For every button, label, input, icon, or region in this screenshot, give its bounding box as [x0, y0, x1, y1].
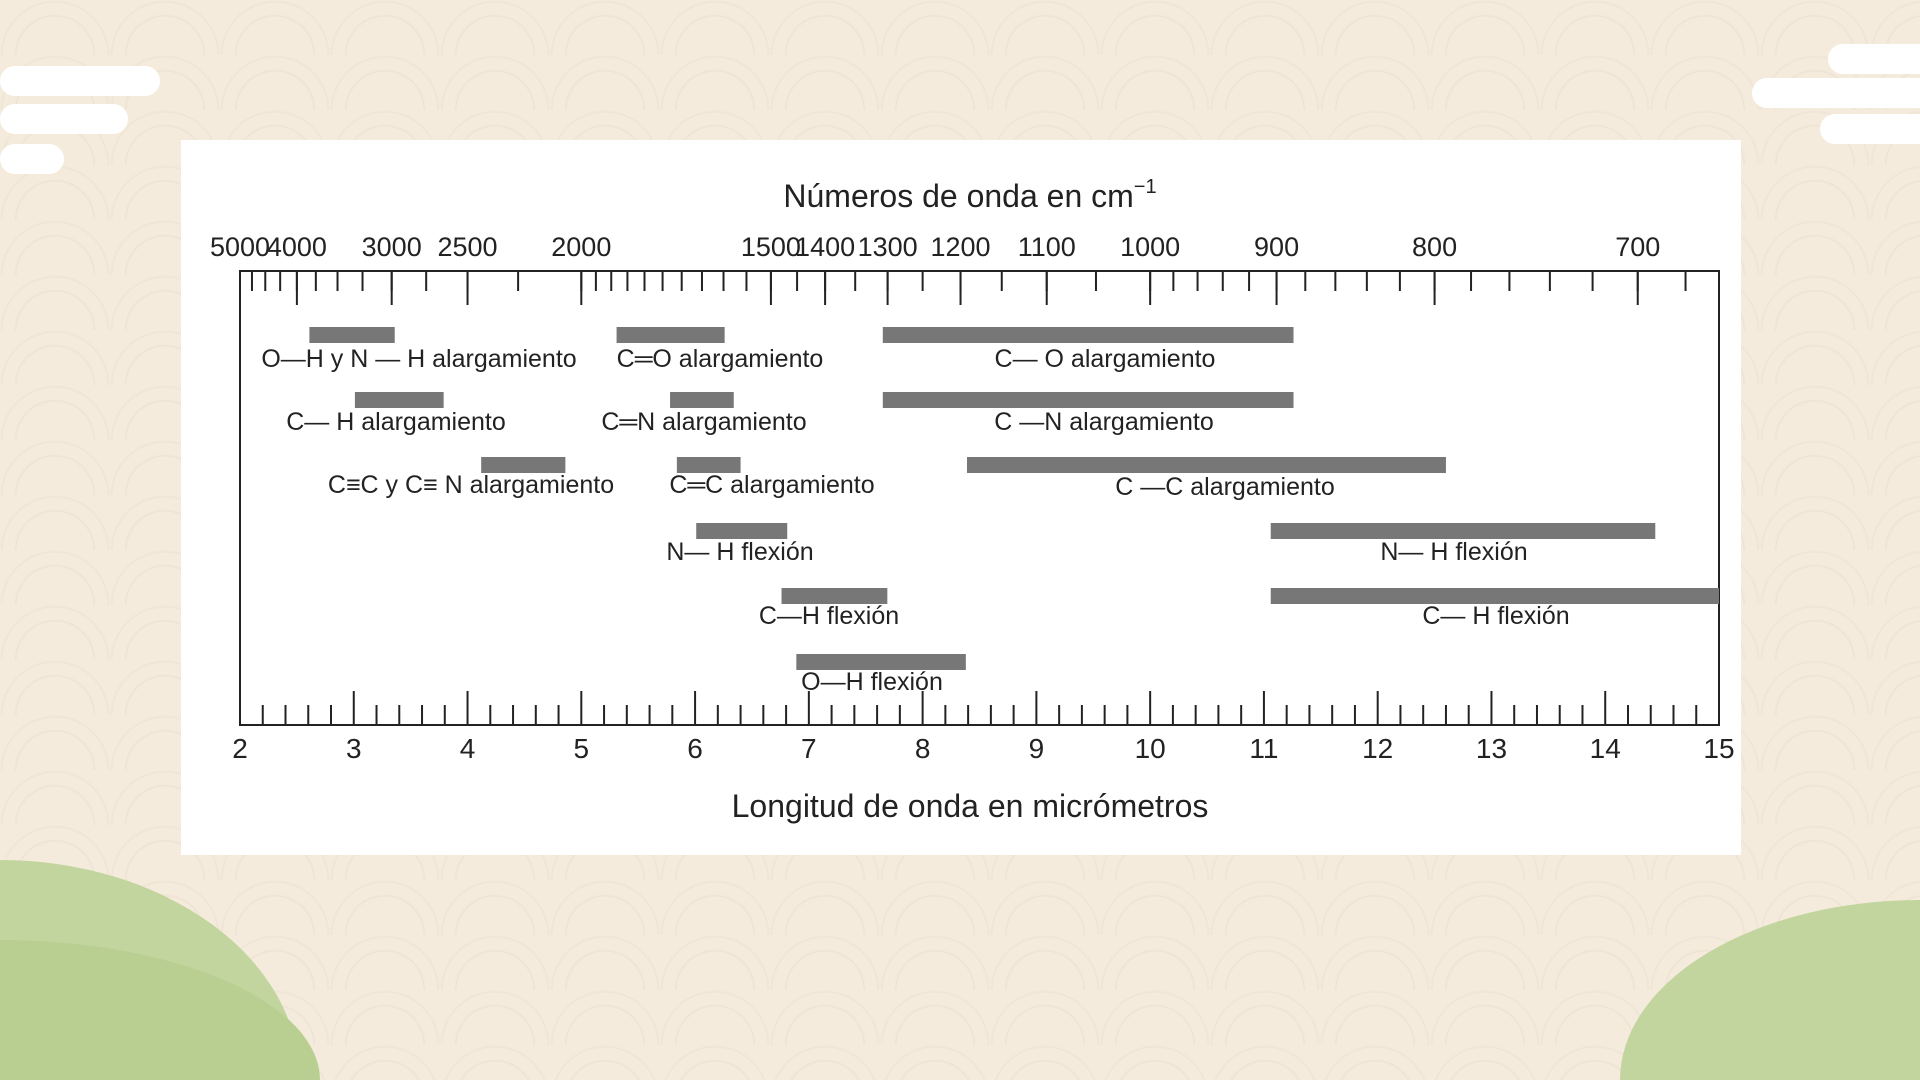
range-label: C═N alargamiento — [601, 408, 807, 436]
range-label: C —N alargamiento — [994, 408, 1214, 436]
range-label: C≡C y C≡ N alargamiento — [327, 471, 615, 499]
top-tick-label: 1300 — [857, 232, 918, 262]
x-tick-label: 13 — [1475, 733, 1508, 764]
range-label: O—H flexión — [801, 668, 943, 696]
range-label: O—H y N — H alargamiento — [261, 345, 577, 373]
range-bar — [1271, 523, 1656, 539]
x-tick-label: 8 — [914, 733, 931, 764]
top-tick-label: 1200 — [930, 232, 991, 262]
range-bar — [309, 327, 394, 343]
range-bar — [355, 392, 444, 408]
top-tick-label: 1000 — [1120, 232, 1181, 262]
top-tick-label: 5000 — [209, 232, 271, 262]
range-label: C═C alargamiento — [669, 471, 875, 499]
range-label: N— H flexión — [1380, 538, 1528, 566]
range-label: C═O alargamiento — [616, 345, 824, 373]
range-bar — [883, 327, 1294, 343]
range-label: N— H flexión — [666, 538, 814, 566]
x-tick-label: 5 — [573, 733, 590, 764]
x-tick-label: 2 — [232, 733, 248, 764]
range-bars — [261, 327, 1719, 696]
range-bar — [617, 327, 725, 343]
top-tick-label: 2000 — [551, 232, 612, 262]
x-tick-label: 3 — [345, 733, 362, 764]
range-label: C —C alargamiento — [1115, 473, 1335, 501]
range-label: C— O alargamiento — [994, 345, 1216, 373]
top-tick-label: 700 — [1615, 232, 1661, 262]
chart-title-superscript: −1 — [1133, 176, 1157, 198]
chart-title — [783, 176, 1156, 214]
x-tick-label: 11 — [1249, 733, 1279, 764]
chart-title-text: Números de onda en cm — [783, 178, 1134, 214]
x-axis-label: Longitud de onda en micrómetros — [731, 788, 1209, 824]
range-label: C—H flexión — [758, 602, 900, 630]
range-bar — [967, 457, 1446, 473]
top-tick-label: 800 — [1412, 232, 1458, 262]
range-bar — [883, 392, 1294, 408]
top-tick-label: 2500 — [437, 232, 498, 262]
x-tick-label: 6 — [687, 733, 703, 764]
top-tick-label: 4000 — [266, 232, 327, 262]
range-bar — [696, 523, 787, 539]
x-tick-label: 7 — [801, 733, 817, 764]
top-tick-label: 1400 — [795, 232, 856, 262]
top-tick-label: 3000 — [361, 232, 422, 262]
top-tick-label: 1100 — [1017, 232, 1076, 262]
top-tick-label: 1500 — [740, 232, 801, 262]
x-tick-label: 14 — [1589, 733, 1621, 764]
top-tick-label: 900 — [1254, 232, 1300, 262]
range-bar — [670, 392, 734, 408]
x-tick-label: 15 — [1703, 733, 1735, 764]
x-tick-label: 12 — [1362, 733, 1394, 764]
x-tick-label: 4 — [459, 733, 476, 764]
range-label: C— H alargamiento — [286, 408, 506, 436]
x-tick-label: 9 — [1028, 733, 1045, 764]
range-label: C— H flexión — [1422, 602, 1570, 630]
x-tick-label: 10 — [1134, 733, 1166, 764]
